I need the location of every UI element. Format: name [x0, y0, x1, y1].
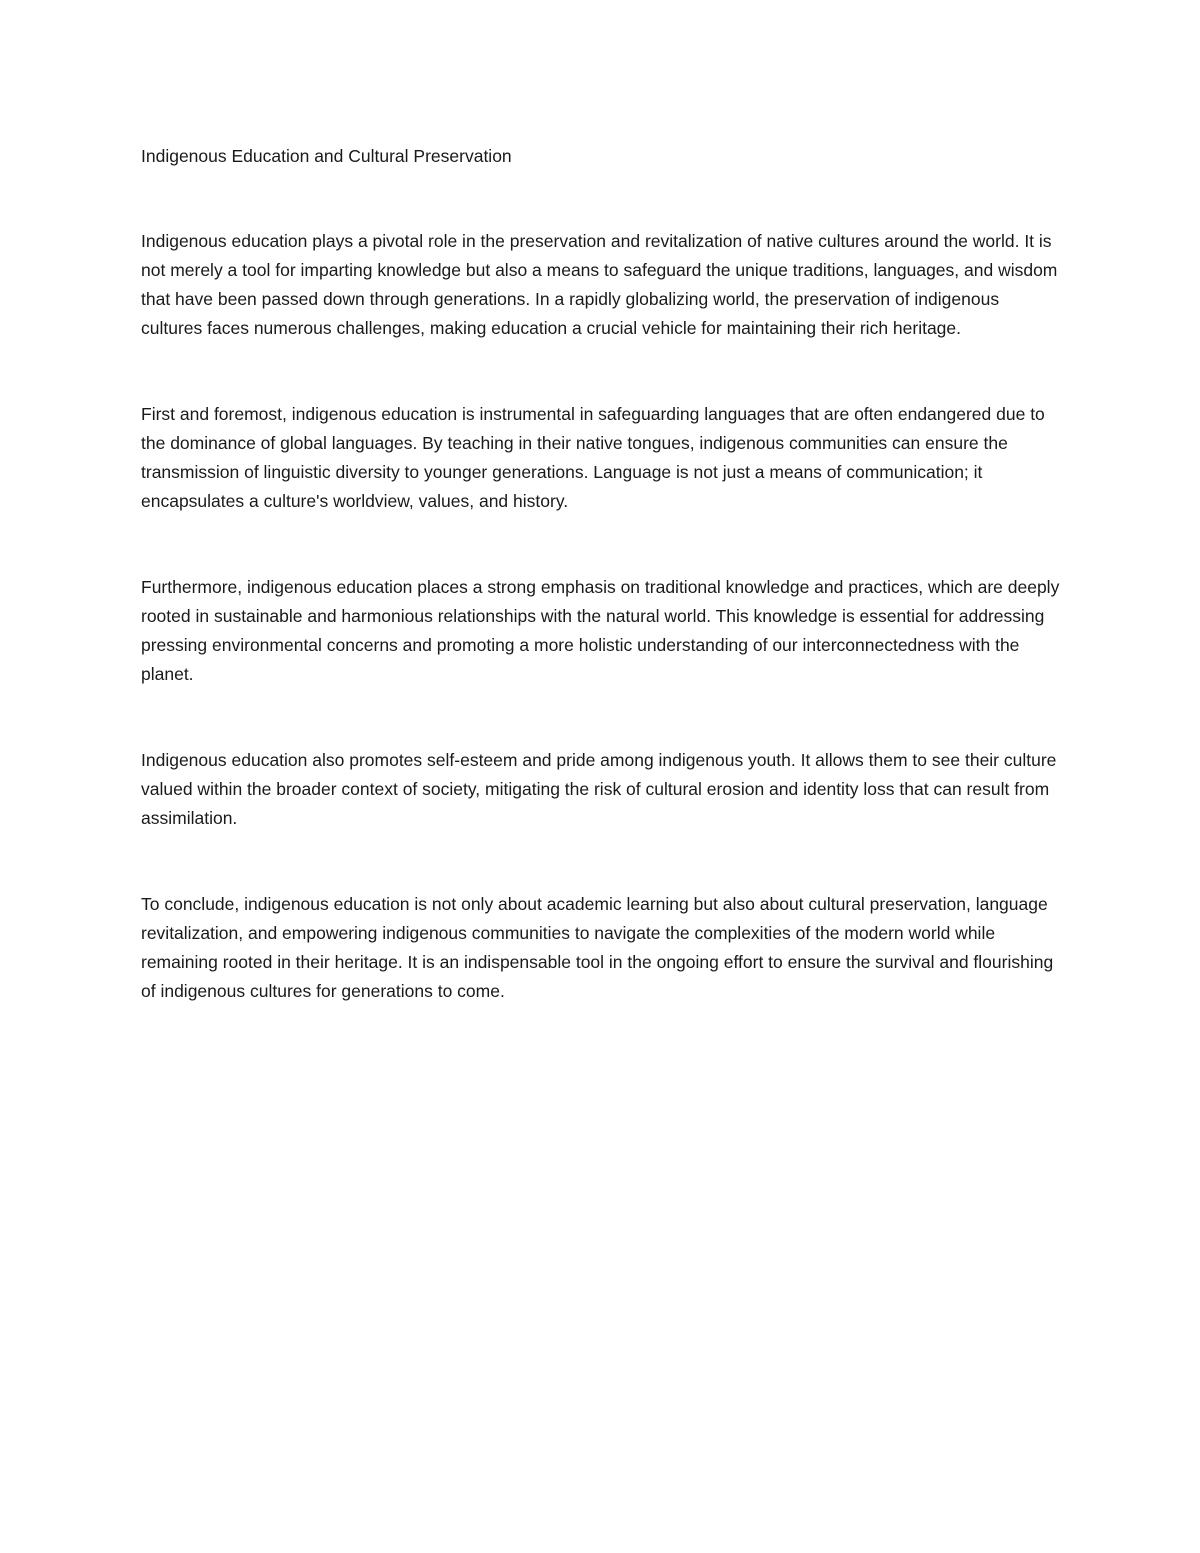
paragraph-self-esteem: Indigenous education also promotes self-esteem and pride among indigenous youth. It allows them to see their culture valued within the broader context of society, mitigating the risk of cultural erosion and identity loss that can result from assimilation. [141, 750, 1057, 828]
paragraph-traditional-knowledge: Furthermore, indigenous education places a strong emphasis on traditional knowledge and practices, which are deeply rooted in sustainable and harmonious relationships with the natural world. This knowledge is essential for addressing pressing environmental concerns and promoting a more holistic understanding of our interconnectedness with the planet. [141, 577, 1060, 684]
paragraph-conclusion: To conclude, indigenous education is not only about academic learning but also about cultural preservation, language revitalization, and empowering indigenous communities to navigate the complexities of the modern world while remaining rooted in their heritage. It is an indispensable tool in the ongoing effort to ensure the survival and flourishing of indigenous cultures for generations to come. [141, 894, 1054, 1001]
paragraph-languages: First and foremost, indigenous education is instrumental in safeguarding languages that are often endangered due to the dominance of global languages. By teaching in their native tongues, indigenous communities can ensure the transmission of linguistic diversity to younger generations. Language is not just a means of communication; it encapsulates a culture's worldview, values, and history. [141, 404, 1045, 511]
document-title: Indigenous Education and Cultural Preservation [141, 146, 512, 166]
paragraph-introduction: Indigenous education plays a pivotal role in the preservation and revitalization of native cultures around the world. It is not merely a tool for imparting knowledge but also a means to safeguard the unique traditions, languages, and wisdom that have been passed down through generations. In a rapidly globalizing world, the preservation of indigenous cultures faces numerous challenges, making education a crucial vehicle for maintaining their rich heritage. [141, 231, 1058, 338]
document-body [141, 142, 1061, 1063]
